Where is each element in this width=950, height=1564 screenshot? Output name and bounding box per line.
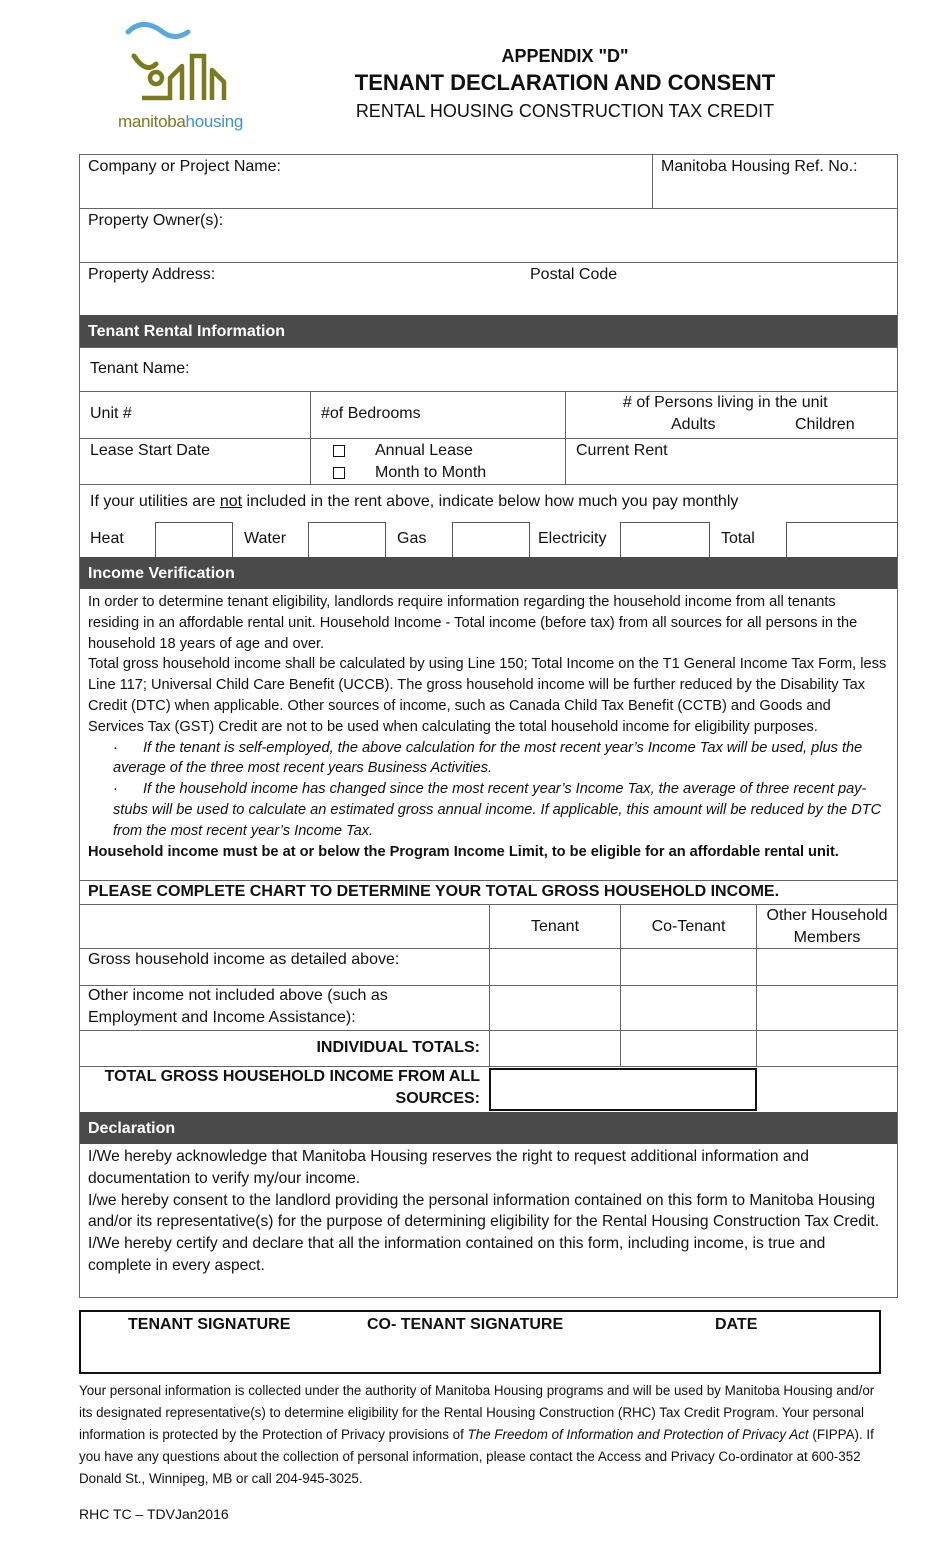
col-cotenant xyxy=(620,905,756,948)
adults-label: Adults xyxy=(671,416,716,433)
section-title: Income Verification xyxy=(88,565,235,582)
income-chart-heading xyxy=(80,880,897,904)
property-address-field[interactable] xyxy=(80,262,897,315)
utilities-text-post: included in the rent above, indicate below how much you pay monthly xyxy=(242,493,739,510)
logo-text-manitoba: manitoba xyxy=(118,112,186,131)
unit-number-label: Unit # xyxy=(90,405,132,422)
date-label: DATE xyxy=(715,1316,758,1333)
persons-field[interactable] xyxy=(565,392,897,438)
col-tenant-label: Tenant xyxy=(530,918,580,935)
ref-number-field[interactable] xyxy=(652,155,897,208)
gross-income-tenant-input[interactable] xyxy=(489,949,620,985)
other-income-label-1: Other income not included above (such as xyxy=(88,987,388,1004)
water-input[interactable] xyxy=(308,522,386,558)
form-subtitle: RENTAL HOUSING CONSTRUCTION TAX CREDIT xyxy=(355,101,775,121)
chart-heading-text: PLEASE COMPLETE CHART TO DETERMINE YOUR TOTAL GROSS HOUSEHOLD INCOME. xyxy=(88,883,780,900)
property-address-label: Property Address: xyxy=(88,266,216,283)
logo-wordmark xyxy=(118,112,243,132)
individual-totals-label: INDIVIDUAL TOTALS: xyxy=(316,1039,480,1056)
total-gross-label-2: SOURCES: xyxy=(395,1090,480,1107)
utilities-text-not: not xyxy=(219,493,243,510)
section-income-verification xyxy=(80,557,897,589)
privacy-text-pre: Your personal information is collected under the authority of Manitoba Housing programs and will be used by Manitoba Housing and/or its designated representative(s) to determine eligibility for the Rental Housing Construction (RHC) Tax Credit Program. Your personal information is protected by the Protection of Privacy provisions of xyxy=(79,1383,875,1442)
lease-row xyxy=(80,438,897,484)
tenant-name-field[interactable] xyxy=(80,347,897,391)
individual-totals-label-cell xyxy=(80,1031,489,1066)
income-chart-header xyxy=(80,904,897,948)
unit-number-field[interactable] xyxy=(80,392,310,438)
section-tenant-rental-info xyxy=(80,315,897,347)
property-owner-field[interactable] xyxy=(80,208,897,262)
total-gross-row xyxy=(80,1066,897,1112)
privacy-act-name: The Freedom of Information and Protection of Privacy Act xyxy=(467,1427,809,1442)
total-label: Total xyxy=(721,530,755,547)
postal-code-label: Postal Code xyxy=(530,266,618,283)
unit-row xyxy=(80,391,897,438)
individual-totals-cotenant-input[interactable] xyxy=(620,1031,756,1066)
housing-logo-icon xyxy=(112,20,242,112)
electricity-input[interactable] xyxy=(620,522,710,558)
tenant-name-label: Tenant Name: xyxy=(90,360,190,377)
form-code: RHC TC – TDVJan2016 xyxy=(79,1506,229,1522)
individual-totals-other-input[interactable] xyxy=(756,1031,897,1066)
other-income-label-2: Employment and Income Assistance): xyxy=(88,1009,356,1026)
lease-type-field xyxy=(310,439,565,484)
lease-start-field[interactable] xyxy=(80,439,310,484)
company-name-field[interactable] xyxy=(80,155,652,208)
heat-input[interactable] xyxy=(155,522,233,558)
gross-income-row xyxy=(80,948,897,985)
individual-totals-tenant-input[interactable] xyxy=(489,1031,620,1066)
bullet-text: If the household income has changed since the most recent year’s Income Tax, the average of three recent pay-stubs will be used to calculate an estimated gross annual income. If applicable, this amount will be reduced by the DTC from the most recent year’s Income Tax. xyxy=(113,781,882,839)
current-rent-label: Current Rent xyxy=(576,442,668,459)
gas-label: Gas xyxy=(397,530,427,547)
bullet-text: If the tenant is self-employed, the above calculation for the most recent year’s Income Tax will be used, plus the average of the three most recent years Business Activities. xyxy=(113,739,863,777)
annual-lease-label: Annual Lease xyxy=(375,442,473,459)
company-row xyxy=(80,154,897,208)
section-declaration xyxy=(80,1112,897,1144)
income-explanation xyxy=(80,589,897,880)
title-block xyxy=(330,44,800,124)
water-label: Water xyxy=(244,530,287,547)
other-income-label-cell xyxy=(80,986,489,1030)
gross-income-cotenant-input[interactable] xyxy=(620,949,756,985)
electricity-label: Electricity xyxy=(538,530,607,547)
month-to-month-label: Month to Month xyxy=(375,464,487,481)
bullet-dot: · xyxy=(113,739,118,756)
utilities-instruction xyxy=(90,493,738,511)
col-cotenant-label: Co-Tenant xyxy=(651,918,726,935)
col-other-label-1: Other Household xyxy=(766,907,888,924)
col-other-members xyxy=(756,905,897,948)
current-rent-field[interactable] xyxy=(565,439,897,484)
total-gross-label-cell xyxy=(80,1067,489,1112)
persons-label: # of Persons living in the unit xyxy=(623,394,828,411)
col-other-label-2: Members xyxy=(793,929,861,946)
income-bullet-1 xyxy=(88,738,889,780)
individual-totals-row xyxy=(80,1030,897,1066)
gross-income-other-input[interactable] xyxy=(756,949,897,985)
page-header xyxy=(0,0,950,150)
property-owner-label: Property Owner(s): xyxy=(88,212,224,229)
total-input[interactable] xyxy=(786,522,898,558)
other-income-row xyxy=(80,985,897,1030)
bedrooms-field[interactable] xyxy=(310,392,565,438)
month-to-month-checkbox[interactable] xyxy=(333,467,345,479)
total-gross-label-1: TOTAL GROSS HOUSEHOLD INCOME FROM ALL xyxy=(104,1068,480,1085)
other-income-cotenant-input[interactable] xyxy=(620,986,756,1030)
cotenant-signature-label: CO- TENANT SIGNATURE xyxy=(367,1316,564,1333)
heat-label: Heat xyxy=(90,530,124,547)
lease-start-label: Lease Start Date xyxy=(90,442,211,459)
col-tenant xyxy=(489,905,620,948)
privacy-notice xyxy=(79,1380,879,1490)
tenant-signature-label: TENANT SIGNATURE xyxy=(128,1316,291,1333)
appendix-label: APPENDIX "D" xyxy=(501,46,629,66)
gross-income-label: Gross household income as detailed above: xyxy=(88,951,400,968)
total-gross-input[interactable] xyxy=(489,1068,757,1111)
signature-box[interactable] xyxy=(79,1310,881,1374)
section-title: Tenant Rental Information xyxy=(88,323,286,340)
declaration-text xyxy=(80,1144,897,1298)
children-label: Children xyxy=(795,416,855,433)
declaration-paragraph-2: I/we hereby consent to the landlord providing the personal information contained on this form to Manitoba Housing and/or its representative(s) for the purpose of determining eligibility for the Rental Housing Construction Tax Credit. xyxy=(88,1191,880,1231)
declaration-paragraph-1: I/We hereby acknowledge that Manitoba Housing reserves the right to request additional information and documentation to verify my/our income. xyxy=(88,1148,809,1187)
income-paragraph-2: Total gross household income shall be calculated by using Line 150; Total Income on the T1 General Income Tax Form, less Line 117; Universal Child Care Benefit (UCCB). The gross household income will be further reduced by the Disability Tax Credit (DTC) when applicable. Other sources of income, such as Canada Child Tax Benefit (CCTB) and Goods and Services Tax (GST) Credit are not to be used when calculating the total household income for eligibility purposes. xyxy=(88,656,887,735)
utilities-row xyxy=(80,484,897,557)
form-title: TENANT DECLARATION AND CONSENT xyxy=(354,70,776,95)
income-limit-note: Household income must be at or below the Program Income Limit, to be eligible for an affordable rental unit. xyxy=(88,843,839,860)
company-name-label: Company or Project Name: xyxy=(88,158,281,175)
declaration-form xyxy=(79,154,898,1298)
bullet-dot: · xyxy=(113,781,118,798)
declaration-paragraph-3: I/We hereby certify and declare that all the information contained on this form, including income, is true and complete in every aspect. xyxy=(88,1235,826,1274)
income-paragraph-1: In order to determine tenant eligibility, landlords require information regarding the household income from all tenants residing in an affordable rental unit. Household Income - Total income (before tax) from all sources for all persons in the household 18 years of age and over. xyxy=(88,594,858,652)
section-title: Declaration xyxy=(88,1120,176,1137)
gross-income-label-cell xyxy=(80,949,489,985)
header-blank xyxy=(80,905,489,948)
logo-text-housing: housing xyxy=(185,112,243,131)
income-bullet-2 xyxy=(88,779,889,841)
other-income-tenant-input[interactable] xyxy=(489,986,620,1030)
bedrooms-label: #of Bedrooms xyxy=(321,405,421,422)
manitoba-housing-logo xyxy=(112,20,242,138)
utilities-text-pre: If your utilities are xyxy=(90,493,220,510)
annual-lease-checkbox[interactable] xyxy=(333,445,345,457)
gas-input[interactable] xyxy=(452,522,530,558)
ref-number-label: Manitoba Housing Ref. No.: xyxy=(661,158,858,175)
other-income-other-input[interactable] xyxy=(756,986,897,1030)
privacy-text-post: (FIPPA). If you have any questions about the collection of personal information, please contact the Access and Privacy Co-ordinator at 600-352 Donald St., Winnipeg, MB or call 204-945-3025. xyxy=(79,1427,874,1486)
